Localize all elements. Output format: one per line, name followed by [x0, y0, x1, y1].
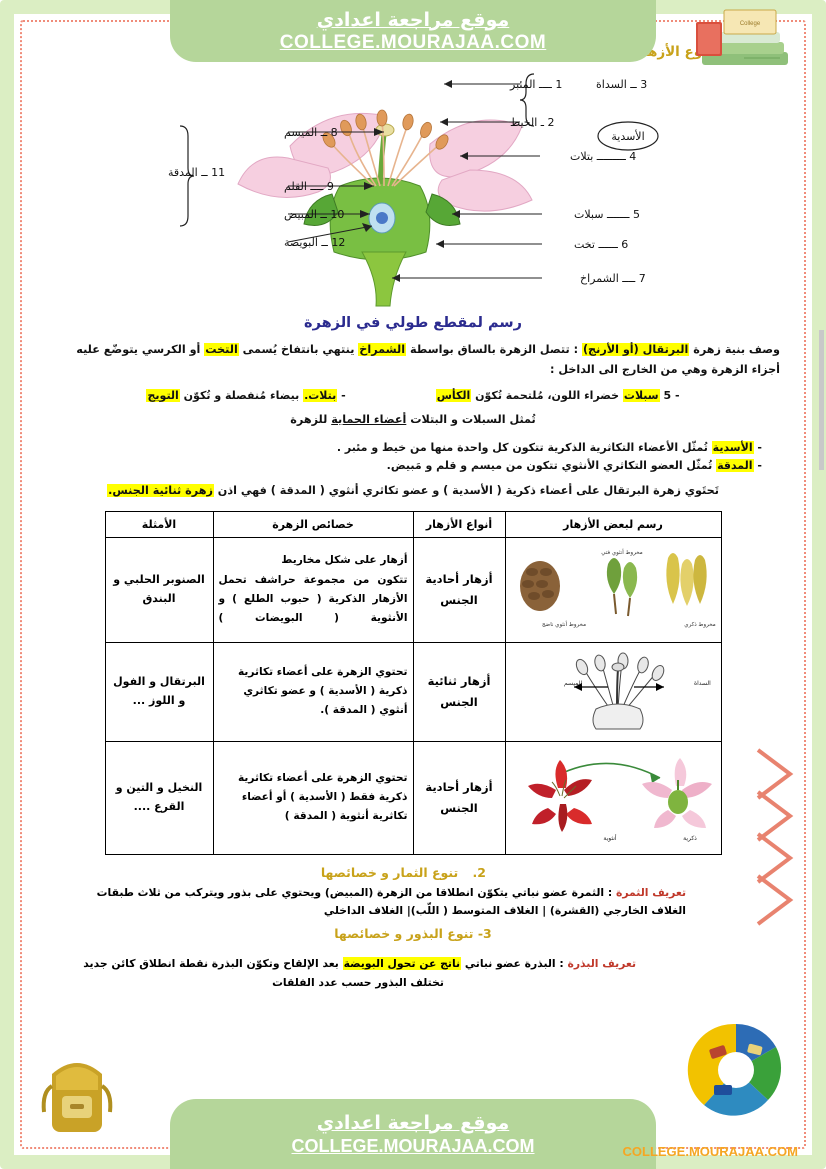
figure-caption: رسم لمقطع طولي في الزهرة — [304, 315, 522, 331]
backpack-decoration-icon — [22, 1046, 132, 1141]
bullet-petals — [146, 387, 345, 405]
fruit-definition-line2: الغلاف الخارجي (القشرة) | الغلاف المتوسط ( اللّب)| الغلاف الداخلي — [323, 903, 686, 917]
protection-organs-line — [46, 411, 780, 429]
para1-part-b: : تتصل الزهرة بالساق بواسطة — [406, 343, 582, 356]
stamens-highlight: الأسدية — [712, 441, 753, 455]
figure-label-8-stigma: 8 ــ الميسم — [284, 126, 338, 139]
cell-examples-3: النخيل و التين و القرع .... — [105, 741, 213, 854]
site-header-banner — [170, 0, 656, 62]
protect-part-a: تُمثل السبلات و البتلات — [406, 413, 536, 427]
cell-examples-2: البرتقال و الفول و اللوز ... — [105, 642, 213, 741]
para1-part-a: وصف بنية زهرة — [689, 343, 780, 356]
cell-characteristics-2 — [213, 642, 413, 741]
header-title-ar: موقع مراجعة اعدادي — [316, 8, 510, 31]
cell-characteristics-1 — [213, 537, 413, 642]
seed-definition-highlight: ناتج عن تحول البويضة — [343, 957, 461, 971]
flower-types-table — [105, 511, 722, 855]
chevrons-decoration-icon — [750, 740, 820, 940]
cell-drawing-cones — [505, 537, 721, 642]
fruit-definition-label: تعريف الثمرة — [615, 885, 686, 899]
petals-mid: بيضاء مُنفصلة و تُكوّن — [179, 389, 304, 403]
section-3-number: 3- — [477, 926, 492, 942]
sepals-mid: خضراء اللون، مُلتحمة تُكوّن — [471, 389, 623, 403]
figure-label-2-filament: 2 ـ الخيط — [510, 116, 555, 129]
para1-highlight-orange: البرتقال (أو الأرنج) — [582, 343, 689, 356]
bullet-stamens-item — [46, 439, 762, 457]
section-2-number: 2. — [472, 864, 486, 880]
section-3-title-text: تنوع البذور و خصائصها — [334, 926, 474, 942]
male-flower-icon — [528, 760, 592, 832]
pistil-highlight: المدقة — [717, 458, 753, 472]
site-footer-banner — [170, 1099, 656, 1169]
conclusion-highlight: زهرة ثنائية الجنس. — [108, 484, 213, 498]
char-line-1: تحتوي الزهرة على أعضاء تكاثرية ذكرية ( الأسدية ) و عضو تكاثري أنثوي ( المدقة ). — [238, 665, 408, 717]
flower-diagram-figure — [40, 66, 786, 311]
unisexual-flowers-drawing — [504, 746, 716, 846]
scroll-indicator-bar — [819, 330, 824, 470]
petals-lead: - — [337, 389, 346, 403]
fruit-definition-text: : الثمرة عضو نباتي يتكوّن انطلاقا من الزهرة (المبيض) ويحتوي على بذور ويتركب من ثلاث طبقات — [96, 885, 616, 899]
conifer-cones-drawing — [504, 542, 716, 634]
mini-label-stamen: السداة — [693, 679, 711, 687]
svg-text:College: College — [739, 21, 761, 27]
para1-highlight-pedicel: الشمراخ — [359, 343, 406, 356]
cell-drawing-bisexual — [505, 642, 721, 741]
para1-part-c: ينتهي بانتفاخ يُسمى — [238, 343, 359, 356]
header-examples: الأمثلة — [105, 511, 213, 537]
cell-examples-1: الصنوبر الحلبي و البندق — [105, 537, 213, 642]
sepals-petals-line — [46, 387, 780, 405]
paragraph-orange-flower-structure — [46, 341, 780, 359]
section-2-title — [40, 865, 786, 880]
cell-drawing-unisexual — [505, 741, 721, 854]
figure-label-10-ovary: 10 ــ المبيض — [284, 208, 345, 221]
reproductive-organs-bullets — [46, 439, 780, 474]
mini-label-stigma: الميسم — [563, 679, 582, 687]
figure-label-5-sepals: 5 ـــــــ سبلات — [574, 208, 641, 221]
bullet-sepals — [436, 387, 680, 405]
conclusion-part-a: تَحتَوي زهرة البرتقال على أعضاء ذكرية ( الأسدية ) و عضو تكاثري أنثوي ( المدقة ) فهي اذن — [213, 484, 719, 498]
para1-part-d: أو الكرسي يتوضّع عليه — [76, 343, 205, 356]
table-header-row — [105, 511, 721, 537]
seed-definition-text-b: بعد الإلقاح وتكوّن البذرة نقطة انطلاق كائن جديد — [83, 957, 343, 971]
petals-highlight: بتلات. — [304, 389, 337, 403]
sepals-lead: - 5 — [659, 389, 680, 403]
char-line-2: تتكون من مجموعة حراشف تحمل الأزهار الذكرية ( حبوب الطلع ) و الأنثوية ( البويضات ) — [218, 573, 408, 624]
table-row — [105, 642, 721, 741]
protect-part-b: للزهرة — [290, 413, 332, 427]
table-row — [105, 741, 721, 854]
mini-label-female: ذكرية — [682, 834, 697, 842]
mature-female-cone-icon — [520, 561, 560, 611]
fruit-definition-line1 — [88, 884, 686, 902]
char-line-1: أزهار على شكل مخاريط — [281, 554, 408, 567]
figure-label-7-pedicel: 7 ــــ الشمراخ — [580, 272, 646, 285]
cell-type-unisexual-2: أزهار أحادية الجنس — [413, 741, 505, 854]
section-3-title — [40, 926, 786, 941]
figure-label-4-petals: 4 ـــــــــ بتلات — [570, 150, 637, 163]
bullet-pistil-item — [46, 457, 762, 475]
seed-definition-block — [40, 953, 786, 992]
figure-label-9-style: 9 ــــ القلم — [284, 180, 334, 193]
section-1-title-text: الأزهار — [635, 44, 680, 60]
corolla-highlight: التويج — [147, 389, 179, 403]
pistil-text: تُمثّل العضو التكاثري الأنثوي تتكون من ميسم و قلم و مَبيض. — [386, 458, 717, 472]
figure-label-11-pistil: 11 ــ المدقة — [168, 166, 226, 179]
figure-label-stamen-group: الأسدية — [611, 130, 645, 143]
paragraph-parts-order: أجزاء الزهرة وهي من الخارج الى الداخل : — [549, 363, 780, 377]
table-row — [105, 537, 721, 642]
header-characteristics: خصائص الزهرة — [213, 511, 413, 537]
figure-label-6-receptacle: 6 ــــــ تخت — [574, 238, 629, 251]
protect-underlined: أعضاء الحماية — [331, 413, 407, 427]
sepals-highlight: سبلات — [623, 389, 659, 403]
footer-url: COLLEGE.MOURAJAA.COM — [291, 1135, 535, 1156]
male-cone-icon — [666, 553, 706, 606]
calyx-highlight: الكأس — [436, 389, 471, 403]
footer-corner-url: COLLEGE.MOURAJAA.COM — [622, 1144, 798, 1159]
description-block — [40, 341, 786, 501]
seed-definition-line1 — [80, 955, 636, 973]
header-drawings: رسم لبعض الأزهار — [505, 511, 721, 537]
female-flower-icon — [642, 758, 712, 828]
figure-label-12-ovule: 12 ــ البويضة — [284, 236, 346, 249]
mini-label-young-female-cone: مخروط أنثوي فتي — [600, 549, 643, 556]
section-2-title-text: تنوع الثمار و خصائصها — [320, 864, 459, 880]
mini-label-male: أنثوية — [602, 834, 617, 842]
seed-definition-line2: تختلف البذور حسب عدد الفلقات — [272, 975, 444, 989]
figure-label-1-anther: 1 ــــ المئبر — [510, 78, 563, 91]
stamens-text: تُمثّل الأعضاء التكاثرية الذكرية تتكون كل واحدة منها من خيط و مئبر . — [336, 441, 712, 455]
flower-longitudinal-section-drawing — [40, 66, 786, 311]
header-types: أنواع الأزهار — [413, 511, 505, 537]
char-line-1: تحتوي الزهرة على أعضاء تكاثرية ذكرية فقط ( الأسدية ) أو أعضاء تكاثرية أنثوية ( المدقة ) — [238, 771, 408, 823]
seed-definition-label: تعريف البذرة — [567, 957, 636, 971]
header-url: COLLEGE.MOURAJAA.COM — [279, 31, 547, 53]
document-content — [40, 44, 786, 1089]
books-decoration-icon — [684, 6, 804, 78]
cell-characteristics-3 — [213, 741, 413, 854]
mini-label-male-cone: مخروط ذكري — [683, 621, 716, 628]
figure-label-3-stamen: 3 ــ السداة — [596, 78, 648, 91]
footer-title-ar: موقع مراجعة اعدادي — [316, 1111, 510, 1134]
young-female-cone-icon — [606, 558, 636, 616]
cell-type-unisexual-1: أزهار أحادية الجنس — [413, 537, 505, 642]
para1-highlight-receptacle: التخت — [205, 343, 238, 356]
conclusion-line — [46, 482, 780, 500]
school-circle-decoration-icon — [676, 1011, 796, 1129]
cell-type-bisexual: أزهار ثنائية الجنس — [413, 642, 505, 741]
fruit-definition-block — [40, 882, 786, 921]
mini-label-mature-female-cone: مخروط أنثوي ناضج — [541, 621, 586, 628]
seed-definition-text-a: : البذرة عضو نباتي — [461, 957, 568, 971]
bisexual-flower-drawing — [504, 647, 716, 733]
